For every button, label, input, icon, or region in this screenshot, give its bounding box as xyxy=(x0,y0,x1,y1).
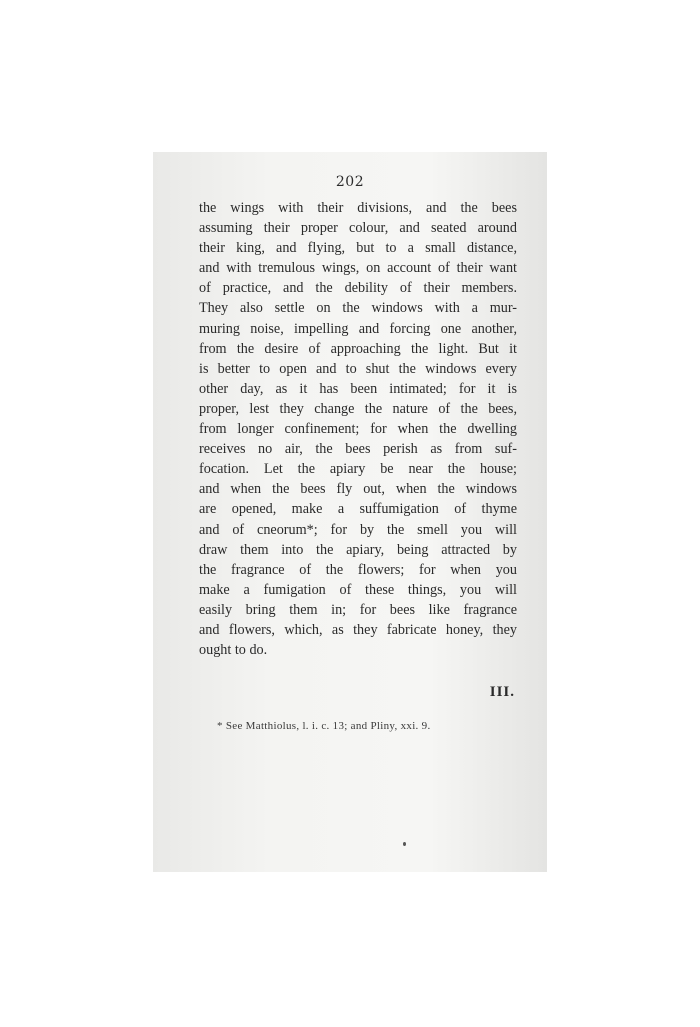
text-line: receives no air, the bees perish as from suf- xyxy=(199,441,517,458)
text-line: from longer confinement; for when the dwelling xyxy=(199,421,517,438)
text-line: assuming their proper colour, and seated around xyxy=(199,220,517,237)
book-page xyxy=(153,152,547,872)
body-text xyxy=(199,198,517,660)
text-line: the fragrance of the flowers; for when you xyxy=(199,561,517,578)
text-line: from the desire of approaching the light. But it xyxy=(199,340,517,357)
catchword: III. xyxy=(489,684,515,700)
text-line: of practice, and the debility of their members. xyxy=(199,280,517,297)
text-line: are opened, make a suffumigation of thyme xyxy=(199,501,517,518)
text-line: and of cneorum*; for by the smell you will xyxy=(199,521,517,538)
text-line: easily bring them in; for bees like fragrance xyxy=(199,601,517,618)
footnote: * See Matthiolus, l. i. c. 13; and Pliny, xxi. 9. xyxy=(217,720,431,732)
text-line: They also settle on the windows with a mur- xyxy=(199,300,517,317)
text-line: and flowers, which, as they fabricate honey, they xyxy=(199,621,517,638)
text-line: make a fumigation of these things, you will xyxy=(199,581,517,598)
text-line: proper, lest they change the nature of the bees, xyxy=(199,400,517,417)
text-line: focation. Let the apiary be near the house; xyxy=(199,461,517,478)
text-line: and with tremulous wings, on account of their want xyxy=(199,260,517,277)
text-line: draw them into the apiary, being attracted by xyxy=(199,541,517,558)
text-line: other day, as it has been intimated; for it is xyxy=(199,380,517,397)
text-line: is better to open and to shut the windows every xyxy=(199,360,517,377)
text-line: the wings with their divisions, and the bees xyxy=(199,200,517,216)
text-line: muring noise, impelling and forcing one another, xyxy=(199,320,517,337)
text-line-last: ought to do. xyxy=(199,642,268,659)
ink-speck xyxy=(403,842,406,846)
text-line: their king, and flying, but to a small distance, xyxy=(199,240,517,257)
text-line: and when the bees fly out, when the windows xyxy=(199,481,517,498)
page-number: 202 xyxy=(335,174,365,190)
